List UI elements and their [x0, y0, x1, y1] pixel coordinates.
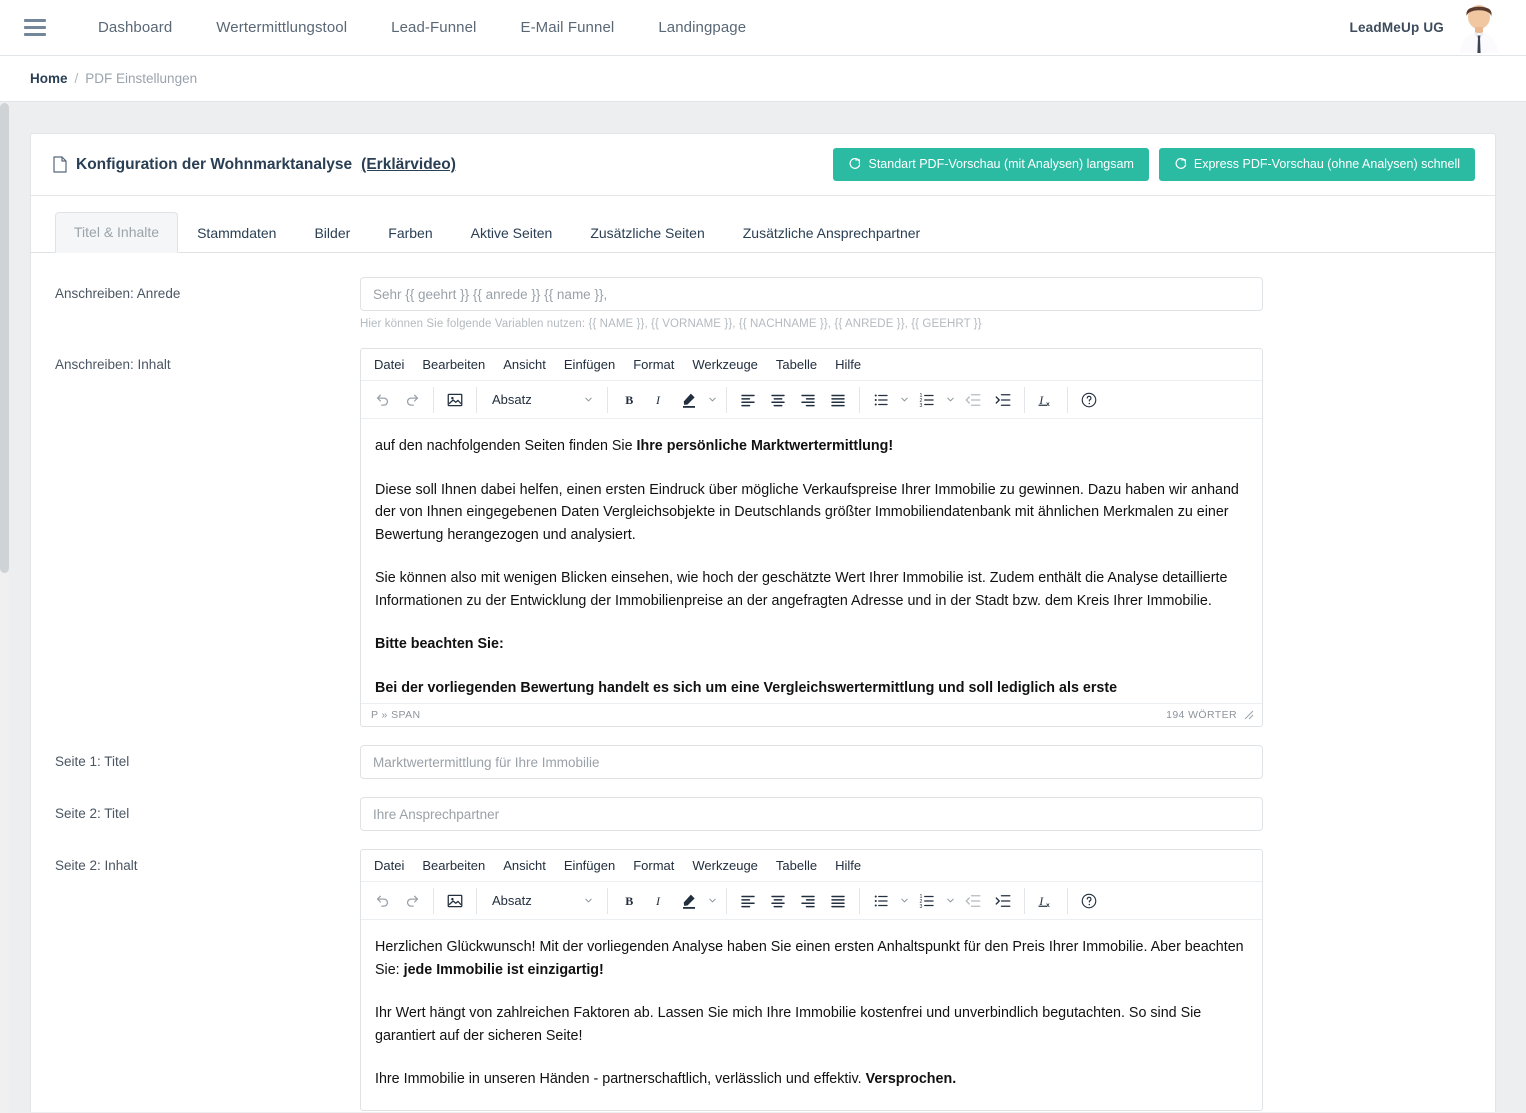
svg-text:2: 2	[919, 898, 923, 905]
remove-format-icon[interactable]	[1031, 386, 1061, 414]
outdent-icon[interactable]	[958, 386, 988, 414]
text-color-chevron-down-icon[interactable]	[704, 386, 720, 414]
toolbar-group-clear	[1027, 887, 1065, 915]
numbered-list-split	[912, 386, 958, 414]
bold-icon[interactable]	[614, 887, 644, 915]
toolbar-separator	[607, 888, 608, 914]
editor-text-plain: Ihr Wert hängt von zahlreichen Faktoren ab. Lassen Sie mich Ihre Immobilie kostenfrei und unverbindlich begutachten. So sind Sie garantiert auf der sicheren Seite!	[375, 1005, 1202, 1044]
toolbar-separator	[1067, 888, 1068, 914]
menu-einfuegen[interactable]: Einfügen	[563, 858, 616, 873]
toolbar-group-lists	[862, 386, 1022, 414]
undo-icon[interactable]	[367, 887, 397, 915]
form-row-seite2-inhalt	[55, 849, 1471, 1111]
editor-text-plain: Sie können also mit wenigen Blicken einsehen, wie hoch der geschätzte Wert Ihrer Immobilie ist. Zudem enthält die Analyse detaillierte Informationen zu der Entwicklung der Immobilienpreise an der angefragten Adresse und in der Stadt bzw. dem Kreis Ihrer Immobilie.	[375, 570, 1228, 609]
tab-farben[interactable]: Farben	[388, 225, 433, 241]
editor-paragraph	[375, 677, 1248, 700]
toolbar-separator	[607, 387, 608, 413]
card-header-actions	[833, 148, 1475, 181]
bullet-list-chevron-down-icon[interactable]	[896, 887, 912, 915]
menu-datei[interactable]: Datei	[374, 357, 405, 372]
remove-format-icon[interactable]	[1031, 887, 1061, 915]
page-title-text: Konfiguration der Wohnmarktanalyse	[76, 155, 353, 173]
editor-paragraph	[375, 567, 1248, 612]
toolbar-separator	[476, 387, 477, 413]
numbered-list-chevron-down-icon[interactable]	[942, 887, 958, 915]
field-anrede	[360, 277, 1263, 330]
svg-text:3: 3	[919, 402, 923, 409]
menu-hilfe[interactable]: Hilfe	[835, 858, 862, 873]
nav-item-lead-funnel[interactable]: Lead-Funnel	[391, 19, 477, 36]
tab-aktive-seiten[interactable]: Aktive Seiten	[470, 225, 553, 241]
bullet-list-icon[interactable]	[866, 887, 896, 915]
bullet-list-split	[866, 386, 912, 414]
field-seite1-titel	[360, 745, 1263, 779]
editor-text-plain: Herzlichen Glückwunsch! Mit der vorliegenden Analyse haben Sie einen ersten Anhaltspunkt für den Preis Ihrer Immobilie. Aber beachten Sie:	[375, 939, 1244, 978]
express-pdf-preview-label: Express PDF-Vorschau (ohne Analysen) schnell	[1193, 157, 1460, 172]
editor-element-path[interactable]: P » SPAN	[371, 709, 421, 721]
format-select-value: Absatz	[492, 392, 532, 407]
menu-datei[interactable]: Datei	[374, 858, 405, 873]
numbered-list-chevron-down-icon[interactable]	[942, 386, 958, 414]
label-anschreiben-inhalt: Anschreiben: Inhalt	[55, 357, 171, 372]
toolbar-group-alignment	[729, 386, 857, 414]
editor-text-plain: auf den nachfolgenden Seiten finden Sie	[375, 438, 637, 454]
indent-icon[interactable]	[988, 386, 1018, 414]
toolbar-separator	[1067, 387, 1068, 413]
toolbar-group-lists	[862, 887, 1022, 915]
outdent-icon[interactable]	[958, 887, 988, 915]
settings-tabs	[31, 196, 1495, 253]
editor-menubar	[361, 349, 1262, 381]
svg-text:x: x	[1046, 901, 1050, 909]
toolbar-separator	[726, 888, 727, 914]
toolbar-separator	[1024, 387, 1025, 413]
editor-paragraph	[375, 633, 1248, 656]
align-left-icon[interactable]	[733, 386, 763, 414]
text-color-icon[interactable]	[674, 887, 704, 915]
menu-bearbeiten[interactable]: Bearbeiten	[422, 858, 486, 873]
editor-content-anschreiben[interactable]	[361, 419, 1262, 703]
refresh-icon	[848, 158, 861, 171]
document-icon	[53, 156, 67, 173]
editor-toolbar	[361, 381, 1262, 419]
menu-werkzeuge[interactable]: Werkzeuge	[692, 858, 758, 873]
help-icon[interactable]	[1074, 887, 1104, 915]
page-title	[53, 156, 456, 174]
redo-icon[interactable]	[397, 887, 427, 915]
toolbar-group-inline-format	[610, 386, 724, 414]
seite1-titel-input[interactable]	[360, 745, 1263, 779]
undo-icon[interactable]	[367, 386, 397, 414]
editor-paragraph	[375, 479, 1248, 547]
anrede-helper-text: Hier können Sie folgende Variablen nutzen: {{ NAME }}, {{ VORNAME }}, {{ NACHNAME }}, {{ ANREDE }}, {{ GEEHRT }}	[360, 318, 982, 330]
nav-item-dashboard[interactable]: Dashboard	[98, 19, 173, 36]
chevron-down-icon	[583, 394, 594, 405]
bold-icon[interactable]	[614, 386, 644, 414]
numbered-list-icon[interactable]	[912, 386, 942, 414]
tab-stammdaten[interactable]: Stammdaten	[197, 225, 277, 241]
field-seite2-inhalt	[360, 849, 1263, 1111]
editor-menubar	[361, 850, 1262, 882]
menu-format[interactable]: Format	[633, 357, 675, 372]
editor-word-count: 194 WÖRTER	[1166, 709, 1237, 721]
text-color-split	[674, 386, 720, 414]
topnav-user-area	[1350, 3, 1500, 53]
text-color-icon[interactable]	[674, 386, 704, 414]
form-row-anrede	[55, 277, 1471, 330]
editor-text-plain: Ihre Immobilie in unseren Händen - partnerschaftlich, verlässlich und effektiv.	[375, 1071, 866, 1088]
seite2-titel-input[interactable]	[360, 797, 1263, 831]
toolbar-group-format-select	[479, 887, 605, 915]
toolbar-group-help	[1070, 887, 1108, 915]
numbered-list-icon[interactable]	[912, 887, 942, 915]
align-center-icon[interactable]	[763, 887, 793, 915]
breadcrumb-separator: /	[74, 71, 79, 86]
label-seite2-titel: Seite 2: Titel	[55, 806, 130, 821]
redo-icon[interactable]	[397, 386, 427, 414]
standard-pdf-preview-button[interactable]	[833, 148, 1148, 181]
tab-titel-inhalte[interactable]: Titel & Inhalte	[55, 212, 178, 253]
editor-paragraph	[375, 1002, 1248, 1047]
align-justify-icon[interactable]	[823, 386, 853, 414]
label-anrede: Anschreiben: Anrede	[55, 286, 181, 301]
breadcrumb-home-link[interactable]: Home	[30, 71, 68, 86]
svg-text:B: B	[624, 893, 633, 908]
editor-text-plain: Diese soll Ihnen dabei helfen, einen ersten Eindruck über mögliche Verkaufspreise Ihrer Immobilie zu gewinnen. Dazu haben wir anhand der von Ihnen eingegebenen Daten Vergleichsobjekte in Deutschlands größter Immobiliendatenbank mit ähnlichen Merkmalen zu einer Bewertung herangezogen und analysiert.	[375, 481, 1239, 543]
form-row-anschreiben-inhalt	[55, 348, 1471, 727]
editor-statusbar-right	[1166, 709, 1254, 721]
align-left-icon[interactable]	[733, 887, 763, 915]
tab-zusaetzliche-ansprechpartner[interactable]: Zusätzliche Ansprechpartner	[742, 225, 921, 241]
editor-toolbar	[361, 882, 1262, 920]
page-scrollbar[interactable]	[0, 103, 9, 1113]
page-scrollbar-thumb[interactable]	[0, 103, 9, 573]
tab-zusaetzliche-seiten[interactable]: Zusätzliche Seiten	[590, 225, 705, 241]
main-nav-links	[76, 19, 768, 36]
tab-bilder[interactable]: Bilder	[314, 225, 351, 241]
svg-text:3: 3	[919, 903, 923, 910]
menu-ansicht[interactable]: Ansicht	[503, 357, 546, 372]
toolbar-group-insert	[436, 386, 474, 414]
svg-text:1: 1	[919, 893, 923, 900]
toolbar-separator	[1024, 888, 1025, 914]
toolbar-group-history	[363, 887, 431, 915]
format-select[interactable]	[483, 887, 601, 915]
editor-paragraph	[375, 1068, 1248, 1091]
menu-werkzeuge[interactable]: Werkzeuge	[692, 357, 758, 372]
chevron-down-icon	[583, 895, 594, 906]
toolbar-group-clear	[1027, 386, 1065, 414]
toolbar-separator	[433, 888, 434, 914]
toolbar-group-history	[363, 386, 431, 414]
svg-text:I: I	[655, 392, 660, 407]
align-center-icon[interactable]	[763, 386, 793, 414]
italic-icon[interactable]	[644, 887, 674, 915]
toolbar-group-inline-format	[610, 887, 724, 915]
svg-text:I: I	[1039, 893, 1044, 908]
toolbar-separator	[859, 387, 860, 413]
express-pdf-preview-button[interactable]	[1159, 148, 1475, 181]
align-right-icon[interactable]	[793, 887, 823, 915]
svg-text:I: I	[1039, 392, 1044, 407]
svg-text:2: 2	[919, 397, 923, 404]
editor-paragraph	[375, 936, 1248, 981]
editor-content-seite2[interactable]	[361, 920, 1262, 1110]
editor-text-bold: Bei der vorliegenden Bewertung handelt es sich um eine Vergleichswertermittlung und soll lediglich als erste	[375, 680, 1118, 697]
toolbar-group-format-select	[479, 386, 605, 414]
user-avatar[interactable]	[1458, 3, 1500, 53]
toolbar-separator	[859, 888, 860, 914]
text-color-split	[674, 887, 720, 915]
breadcrumb-current-page: PDF Einstellungen	[85, 71, 198, 86]
pdf-settings-card	[30, 133, 1496, 1112]
insert-image-icon[interactable]	[440, 386, 470, 414]
align-right-icon[interactable]	[793, 386, 823, 414]
format-select[interactable]	[483, 386, 601, 414]
text-color-chevron-down-icon[interactable]	[704, 887, 720, 915]
bullet-list-chevron-down-icon[interactable]	[896, 386, 912, 414]
erklaervideo-link[interactable]: (Erklärvideo)	[361, 155, 456, 173]
toolbar-separator	[726, 387, 727, 413]
editor-paragraph	[375, 435, 1248, 458]
label-seite1-titel: Seite 1: Titel	[55, 754, 130, 769]
menu-ansicht[interactable]: Ansicht	[503, 858, 546, 873]
settings-form	[31, 253, 1495, 1112]
menu-format[interactable]: Format	[633, 858, 675, 873]
editor-statusbar	[361, 703, 1262, 726]
editor-text-bold: Bitte beachten Sie:	[375, 636, 504, 653]
format-select-value: Absatz	[492, 893, 532, 908]
help-icon[interactable]	[1074, 386, 1104, 414]
standard-pdf-preview-label: Standart PDF-Vorschau (mit Analysen) langsam	[868, 157, 1134, 172]
page-content	[0, 102, 1526, 1112]
align-justify-icon[interactable]	[823, 887, 853, 915]
svg-text:I: I	[655, 893, 660, 908]
menu-tabelle[interactable]: Tabelle	[775, 357, 818, 372]
svg-text:x: x	[1046, 400, 1050, 408]
nav-item-wertermittlungstool[interactable]: Wertermittlungstool	[216, 19, 348, 36]
label-seite2-inhalt: Seite 2: Inhalt	[55, 858, 138, 873]
anrede-input[interactable]	[360, 277, 1263, 311]
editor-text-bold: Ihre persönliche Marktwertermittlung!	[636, 438, 894, 454]
bullet-list-split	[866, 887, 912, 915]
menu-tabelle[interactable]: Tabelle	[775, 858, 818, 873]
menu-bearbeiten[interactable]: Bearbeiten	[422, 357, 486, 372]
menu-hilfe[interactable]: Hilfe	[835, 357, 862, 372]
italic-icon[interactable]	[644, 386, 674, 414]
editor-text-bold: jede Immobilie ist einzigartig!	[403, 961, 604, 978]
card-header	[31, 134, 1495, 196]
top-navigation-bar	[0, 0, 1526, 56]
form-row-seite2-titel	[55, 797, 1471, 831]
rich-text-editor-seite2	[360, 849, 1263, 1111]
nav-item-email-funnel[interactable]: E-Mail Funnel	[520, 19, 615, 36]
bullet-list-icon[interactable]	[866, 386, 896, 414]
editor-text-bold: Versprochen.	[865, 1071, 957, 1088]
field-anschreiben-inhalt	[360, 348, 1263, 727]
indent-icon[interactable]	[988, 887, 1018, 915]
svg-text:B: B	[624, 392, 633, 407]
menu-einfuegen[interactable]: Einfügen	[563, 357, 616, 372]
breadcrumb	[0, 56, 1526, 102]
nav-item-landingpage[interactable]: Landingpage	[658, 19, 747, 36]
rich-text-editor-anschreiben	[360, 348, 1263, 727]
svg-text:1: 1	[919, 392, 923, 399]
company-name-label: LeadMeUp UG	[1349, 20, 1444, 35]
numbered-list-split	[912, 887, 958, 915]
hamburger-menu-icon[interactable]	[24, 19, 46, 36]
toolbar-group-help	[1070, 386, 1108, 414]
toolbar-separator	[433, 387, 434, 413]
field-seite2-titel	[360, 797, 1263, 831]
toolbar-group-insert	[436, 887, 474, 915]
toolbar-group-alignment	[729, 887, 857, 915]
refresh-icon	[1174, 158, 1187, 171]
form-row-seite1-titel	[55, 745, 1471, 779]
editor-resize-handle[interactable]	[1244, 710, 1254, 720]
toolbar-separator	[476, 888, 477, 914]
insert-image-icon[interactable]	[440, 887, 470, 915]
